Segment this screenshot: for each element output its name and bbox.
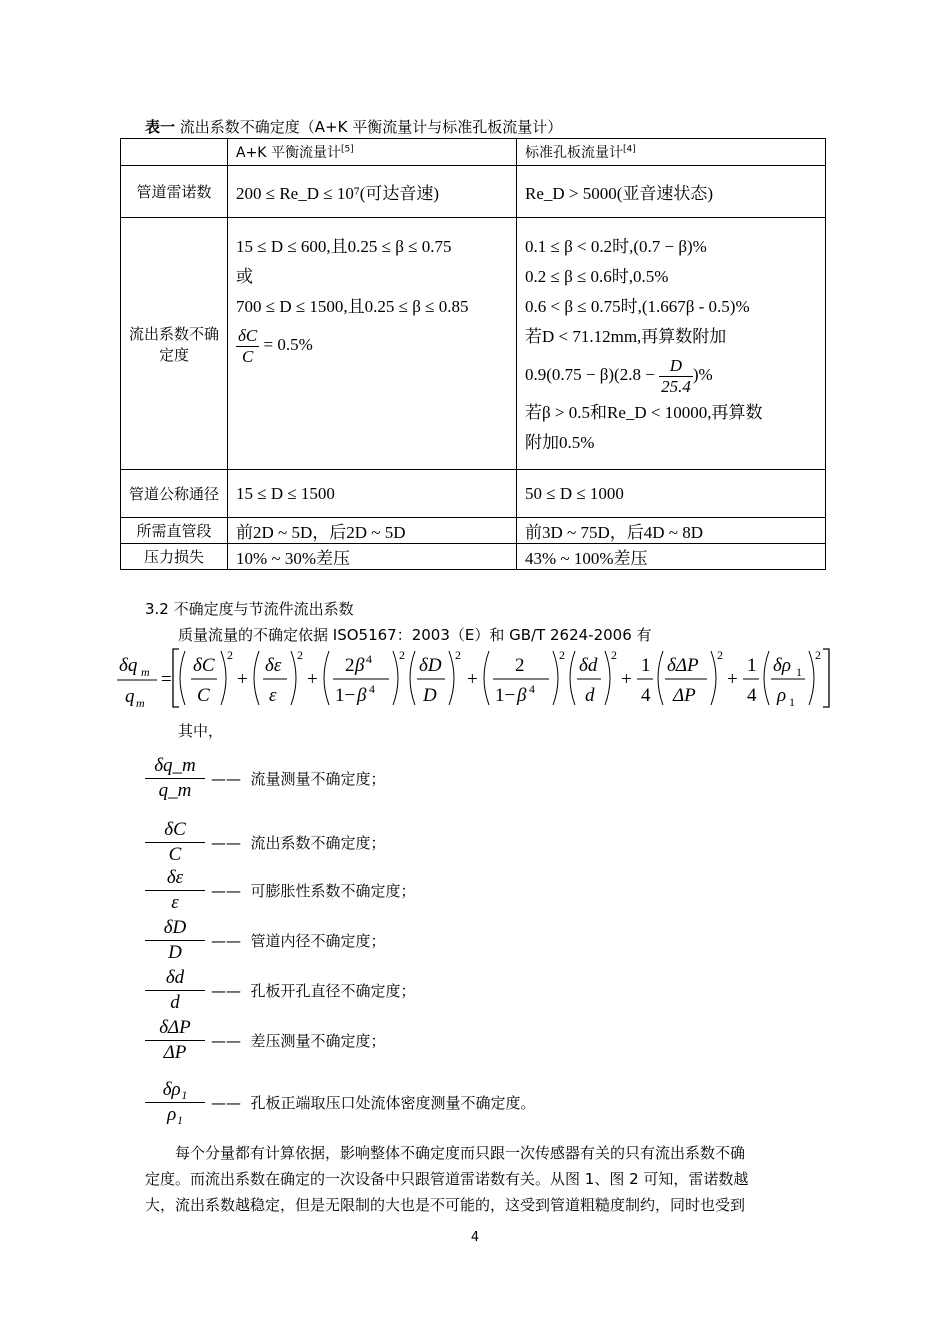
where-label: 其中， bbox=[178, 722, 224, 740]
row-label: 流出系数不确定度 bbox=[121, 218, 228, 470]
svg-text:2: 2 bbox=[455, 648, 461, 662]
table-row-re bbox=[121, 166, 826, 218]
row-label: 管道雷诺数 bbox=[121, 166, 228, 218]
svg-text:δd: δd bbox=[579, 655, 598, 676]
table-row-loss bbox=[121, 544, 826, 570]
svg-text:q: q bbox=[125, 686, 135, 707]
svg-text:1−: 1− bbox=[495, 685, 516, 706]
definition-item: δε ε —— 可膨胀性系数不确定度； bbox=[145, 866, 645, 918]
re-std: Re_D > 5000(亚音速状态) bbox=[517, 166, 826, 218]
svg-text:m: m bbox=[136, 696, 145, 710]
row-label: 所需直管段 bbox=[121, 518, 228, 544]
svg-text:4: 4 bbox=[366, 652, 372, 666]
svg-text:1−: 1− bbox=[335, 685, 356, 706]
svg-text:C: C bbox=[197, 685, 210, 706]
re-ak: 200 ≤ Re_D ≤ 10⁷(可达音速) bbox=[228, 166, 517, 218]
loss-ak: 10% ~ 30%差压 bbox=[228, 544, 517, 570]
svg-text:1: 1 bbox=[641, 655, 651, 676]
svg-text:+: + bbox=[467, 669, 478, 690]
svg-text:β: β bbox=[357, 685, 367, 706]
svg-text:2: 2 bbox=[297, 648, 303, 662]
definition-item: δC C —— 流出系数不确定度； bbox=[145, 818, 645, 870]
table-caption-label: 表一 bbox=[145, 118, 176, 136]
svg-text:2: 2 bbox=[515, 655, 525, 676]
svg-text:4: 4 bbox=[529, 682, 535, 696]
definition-item: δΔP ΔP —— 差压测量不确定度； bbox=[145, 1016, 645, 1068]
svg-text:=: = bbox=[161, 669, 172, 690]
section-title: 3.2 不确定度与节流件流出系数 bbox=[145, 600, 354, 618]
straight-std: 前3D ~ 75D，后4D ~ 8D bbox=[517, 518, 826, 544]
svg-text:d: d bbox=[585, 685, 595, 706]
row-label: 压力损失 bbox=[121, 544, 228, 570]
svg-text:1: 1 bbox=[747, 655, 757, 676]
svg-text:δρ: δρ bbox=[773, 655, 791, 676]
svg-text:2: 2 bbox=[399, 648, 405, 662]
svg-text:ρ: ρ bbox=[777, 685, 787, 706]
svg-text:m: m bbox=[141, 665, 150, 679]
row-label: 管道公称通径 bbox=[121, 470, 228, 518]
header-ak: A+K 平衡流量计[5] bbox=[228, 139, 517, 166]
cd-ak: 15 ≤ D ≤ 600,且0.25 ≤ β ≤ 0.75 或 700 ≤ D ≤ 1500,且0.25 ≤ β ≤ 0.85 $\frac{\delta C}{C}$ = 0.5% bbox=[228, 218, 517, 470]
svg-text:2: 2 bbox=[611, 648, 617, 662]
table-row-cd bbox=[121, 218, 826, 470]
svg-text:4: 4 bbox=[641, 685, 651, 706]
svg-text:δε: δε bbox=[265, 655, 282, 676]
table-row-dn bbox=[121, 470, 826, 518]
svg-text:δC: δC bbox=[193, 655, 215, 676]
section-intro: 质量流量的不确定依据 ISO5167：2003（E）和 GB/T 2624-2006 有 bbox=[178, 626, 652, 644]
header-empty-cell bbox=[121, 139, 228, 166]
dn-ak: 15 ≤ D ≤ 1500 bbox=[228, 470, 517, 518]
body-paragraph: 每个分量都有计算依据，影响整体不确定度而只跟一次传感器有关的只有流出系数不确 定度。而流出系数在确定的一次设备中只跟管道雷诺数有关。从图 1、图 2 可知，雷诺数越 大，流出系数越稳定，但是无限制的大也是不可能的，这受到管道粗糙度制约，同时也受到 bbox=[145, 1144, 749, 1214]
svg-text:δD: δD bbox=[419, 655, 442, 676]
table-row-straight bbox=[121, 518, 826, 544]
svg-text:2: 2 bbox=[559, 648, 565, 662]
page-number: 4 bbox=[470, 1230, 480, 1245]
svg-text:+: + bbox=[307, 669, 318, 690]
svg-text:1: 1 bbox=[789, 695, 795, 709]
svg-text:2: 2 bbox=[815, 648, 821, 662]
header-std: 标准孔板流量计[4] bbox=[517, 139, 826, 166]
svg-text:2: 2 bbox=[227, 648, 233, 662]
svg-text:δΔP: δΔP bbox=[667, 655, 699, 676]
svg-text:β: β bbox=[517, 685, 527, 706]
dn-std: 50 ≤ D ≤ 1000 bbox=[517, 470, 826, 518]
svg-text:4: 4 bbox=[369, 682, 375, 696]
svg-text:ΔP: ΔP bbox=[673, 685, 696, 706]
cd-std: 0.1 ≤ β < 0.2时,(0.7 − β)% 0.2 ≤ β ≤ 0.6时,0.5% 0.6 < β ≤ 0.75时,(1.667β - 0.5)% 若D < 71.12mm,再算数附加 0.9(0.75 − β)(2.8 − $\frac{D}{25.4}$ )% 若β > 0.5和Re_D < 10000,再算数 附加0.5% bbox=[517, 218, 826, 470]
svg-text:β: β bbox=[355, 655, 365, 676]
table-caption bbox=[145, 116, 562, 137]
svg-text:δq: δq bbox=[119, 655, 138, 676]
svg-text:ε: ε bbox=[269, 685, 277, 706]
loss-std: 43% ~ 100%差压 bbox=[517, 544, 826, 570]
svg-text:4: 4 bbox=[747, 685, 757, 706]
straight-ak: 前2D ~ 5D，后2D ~ 5D bbox=[228, 518, 517, 544]
svg-text:2: 2 bbox=[345, 655, 355, 676]
comparison-table bbox=[120, 138, 826, 570]
uncertainty-formula bbox=[113, 645, 833, 711]
table-header-row bbox=[121, 139, 826, 166]
definition-item: δD D —— 管道内径不确定度； bbox=[145, 916, 645, 968]
svg-text:+: + bbox=[621, 669, 632, 690]
svg-text:+: + bbox=[237, 669, 248, 690]
definition-item: δd d —— 孔板开孔直径不确定度； bbox=[145, 966, 645, 1018]
svg-text:2: 2 bbox=[717, 648, 723, 662]
table-caption-text: 流出系数不确定度（A+K 平衡流量计与标准孔板流量计） bbox=[179, 118, 563, 136]
svg-text:D: D bbox=[423, 685, 437, 706]
definition-item: δq_m q_m —— 流量测量不确定度； bbox=[145, 754, 645, 806]
definition-item: δρ₁ ρ₁ —— 孔板正端取压口处流体密度测量不确定度。 bbox=[145, 1078, 645, 1130]
svg-text:+: + bbox=[727, 669, 738, 690]
svg-text:1: 1 bbox=[796, 665, 802, 679]
